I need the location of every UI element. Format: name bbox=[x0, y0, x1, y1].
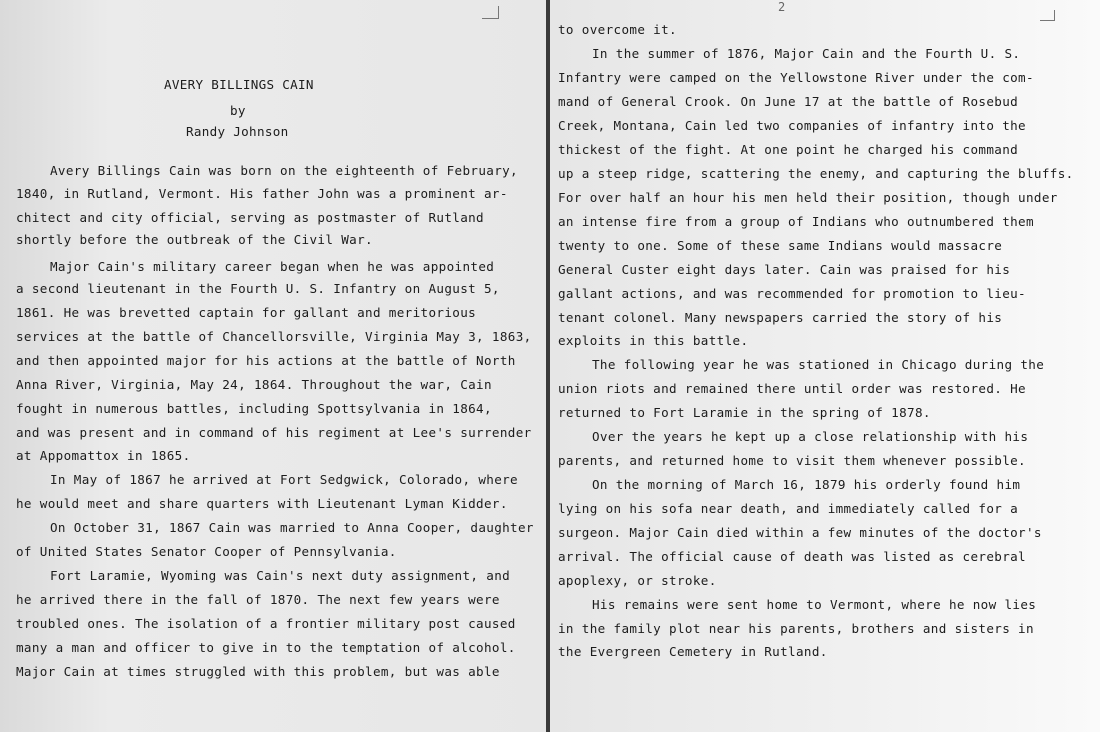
article-title: AVERY BILLINGS CAIN bbox=[164, 77, 314, 92]
scan-mark bbox=[482, 6, 499, 19]
body-line: he arrived there in the fall of 1870. The next few years were bbox=[16, 592, 500, 607]
body-line: troubled ones. The isolation of a frontier military post caused bbox=[16, 616, 516, 631]
byline-by: by bbox=[230, 103, 246, 118]
body-line: twenty to one. Some of these same Indians would massacre bbox=[558, 238, 1003, 253]
body-line: Anna River, Virginia, May 24, 1864. Throughout the war, Cain bbox=[16, 377, 492, 392]
body-line: mand of General Crook. On June 17 at the battle of Rosebud bbox=[558, 94, 1019, 109]
body-line: and was present and in command of his regiment at Lee's surrender bbox=[16, 425, 532, 440]
body-line: up a steep ridge, scattering the enemy, and capturing the bluffs. bbox=[558, 166, 1074, 181]
body-line: In the summer of 1876, Major Cain and the Fourth U. S. bbox=[592, 46, 1021, 61]
body-line: services at the battle of Chancellorsville, Virginia May 3, 1863, bbox=[16, 329, 532, 344]
body-line: On October 31, 1867 Cain was married to Anna Cooper, daughter bbox=[50, 520, 534, 535]
body-line: lying on his sofa near death, and immediately called for a bbox=[558, 501, 1019, 516]
body-line: Fort Laramie, Wyoming was Cain's next duty assignment, and bbox=[50, 568, 511, 583]
body-line: Creek, Montana, Cain led two companies of infantry into the bbox=[558, 118, 1026, 133]
body-line: a second lieutenant in the Fourth U. S. Infantry on August 5, bbox=[16, 281, 500, 296]
body-line: 1861. He was brevetted captain for gallant and meritorious bbox=[16, 305, 477, 320]
author-name: Randy Johnson bbox=[186, 124, 289, 139]
right-page bbox=[550, 0, 1100, 732]
body-line: an intense fire from a group of Indians who outnumbered them bbox=[558, 214, 1034, 229]
body-line: returned to Fort Laramie in the spring of 1878. bbox=[558, 405, 931, 420]
body-line: surgeon. Major Cain died within a few minutes of the doctor's bbox=[558, 525, 1042, 540]
body-line: in the family plot near his parents, brothers and sisters in bbox=[558, 621, 1034, 636]
body-line: On the morning of March 16, 1879 his orderly found him bbox=[592, 477, 1021, 492]
body-line: to overcome it. bbox=[558, 22, 677, 37]
body-line: apoplexy, or stroke. bbox=[558, 573, 717, 588]
body-line: fought in numerous battles, including Spottsylvania in 1864, bbox=[16, 401, 492, 416]
body-line: thickest of the fight. At one point he charged his command bbox=[558, 142, 1019, 157]
body-line: exploits in this battle. bbox=[558, 333, 749, 348]
body-line: 1840, in Rutland, Vermont. His father John was a prominent ar- bbox=[16, 186, 508, 201]
body-line: arrival. The official cause of death was listed as cerebral bbox=[558, 549, 1026, 564]
body-line: of United States Senator Cooper of Pennsylvania. bbox=[16, 544, 397, 559]
body-line: the Evergreen Cemetery in Rutland. bbox=[558, 644, 828, 659]
body-line: gallant actions, and was recommended for promotion to lieu- bbox=[558, 286, 1026, 301]
body-line: union riots and remained there until order was restored. He bbox=[558, 381, 1026, 396]
body-line: chitect and city official, serving as postmaster of Rutland bbox=[16, 210, 484, 225]
body-line: In May of 1867 he arrived at Fort Sedgwick, Colorado, where bbox=[50, 472, 518, 487]
body-line: Infantry were camped on the Yellowstone River under the com- bbox=[558, 70, 1034, 85]
body-line: The following year he was stationed in Chicago during the bbox=[592, 357, 1045, 372]
left-page bbox=[0, 0, 546, 732]
body-line: Avery Billings Cain was born on the eighteenth of February, bbox=[50, 163, 518, 178]
body-line: For over half an hour his men held their position, though under bbox=[558, 190, 1058, 205]
body-line: shortly before the outbreak of the Civil War. bbox=[16, 232, 373, 247]
body-line: at Appomattox in 1865. bbox=[16, 448, 191, 463]
body-line: Major Cain's military career began when he was appointed bbox=[50, 259, 495, 274]
body-line: General Custer eight days later. Cain was praised for his bbox=[558, 262, 1011, 277]
body-line: parents, and returned home to visit them whenever possible. bbox=[558, 453, 1026, 468]
body-line: Major Cain at times struggled with this problem, but was able bbox=[16, 664, 500, 679]
scan-mark bbox=[1040, 10, 1055, 21]
body-line: tenant colonel. Many newspapers carried the story of his bbox=[558, 310, 1003, 325]
page-number: 2 bbox=[778, 0, 786, 14]
body-line: and then appointed major for his actions at the battle of North bbox=[16, 353, 516, 368]
body-line: many a man and officer to give in to the temptation of alcohol. bbox=[16, 640, 516, 655]
body-line: Over the years he kept up a close relationship with his bbox=[592, 429, 1029, 444]
body-line: His remains were sent home to Vermont, where he now lies bbox=[592, 597, 1037, 612]
body-line: he would meet and share quarters with Lieutenant Lyman Kidder. bbox=[16, 496, 508, 511]
